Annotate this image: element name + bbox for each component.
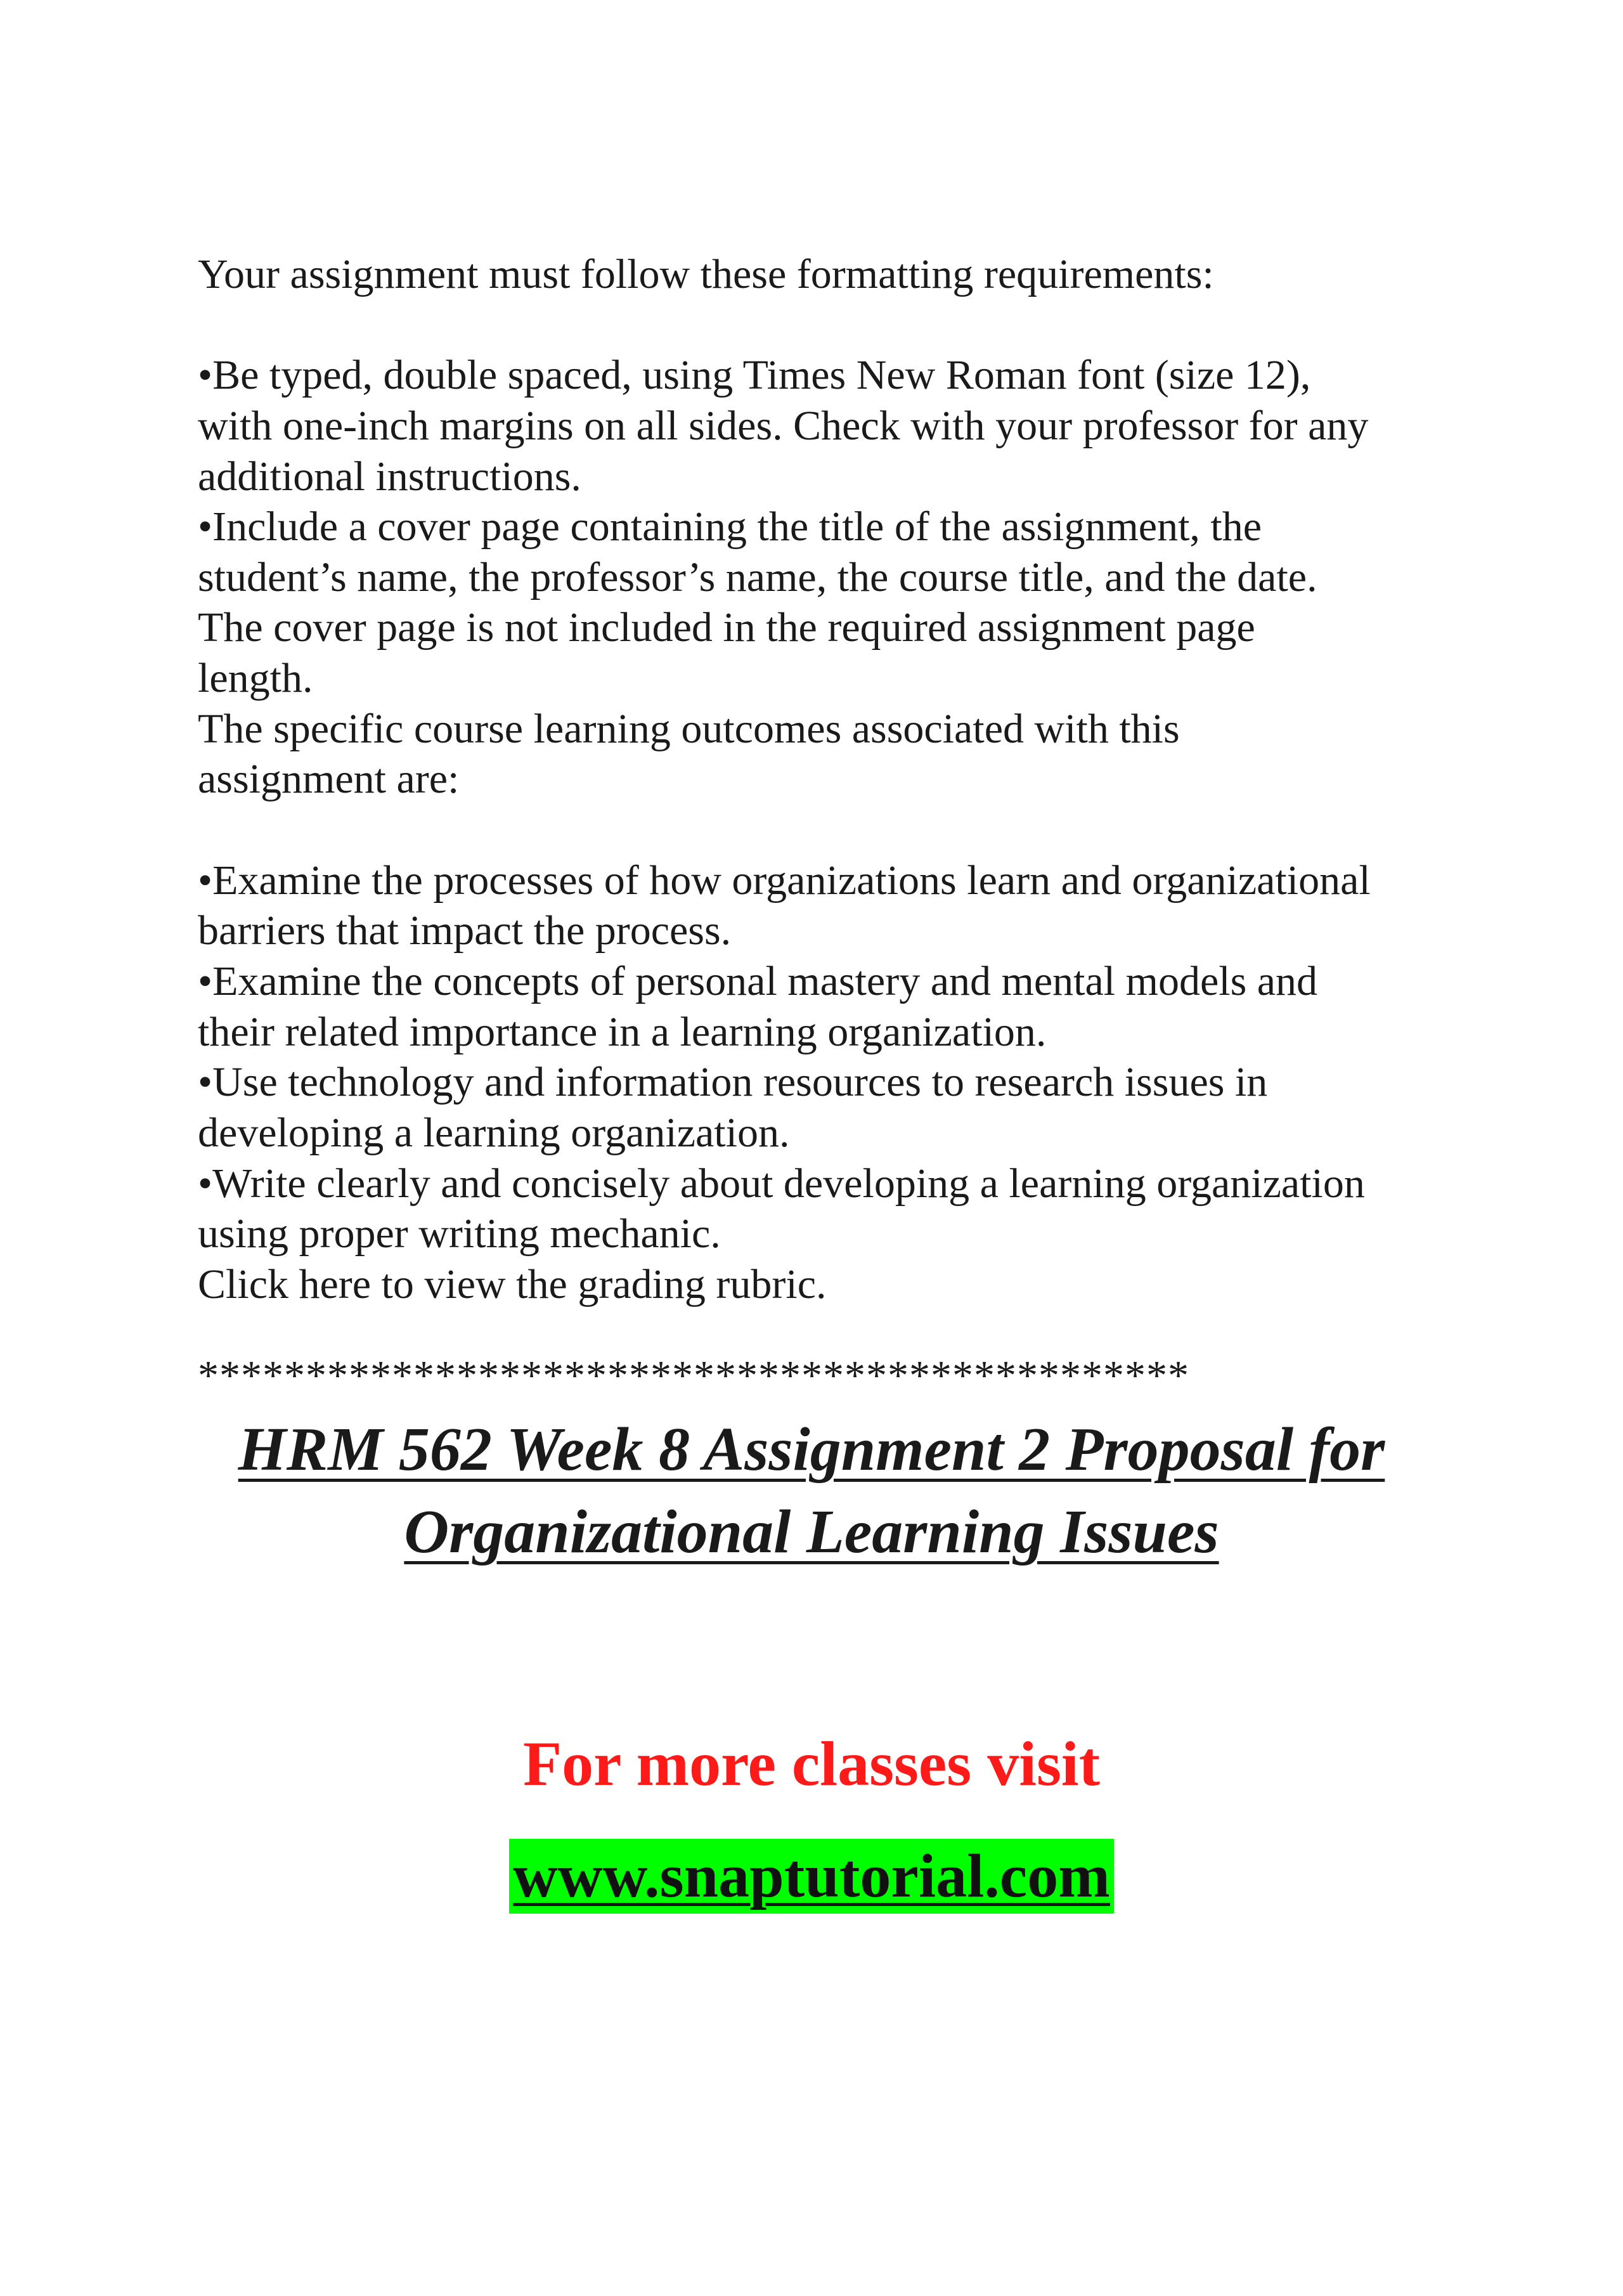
promo-text: For more classes visit: [522, 1728, 1100, 1799]
body-line: assignment are:: [198, 756, 460, 802]
body-line: •Write clearly and concisely about developing a learning organization: [198, 1160, 1365, 1207]
body-line: barriers that impact the process.: [198, 907, 732, 954]
body-line: additional instructions.: [198, 453, 581, 500]
body-line: developing a learning organization.: [198, 1110, 790, 1156]
body-line: •Include a cover page containing the title of the assignment, the: [198, 503, 1262, 550]
body-line: •Be typed, double spaced, using Times New Roman font (size 12),: [198, 352, 1311, 398]
body-line: •Use technology and information resources to research issues in: [198, 1059, 1268, 1105]
body-line: •Examine the concepts of personal mastery and mental models and: [198, 958, 1318, 1004]
separator-asterisks: **********************************************: [198, 1352, 1189, 1399]
body-line: The cover page is not included in the required assignment page: [198, 604, 1255, 651]
body-line: using proper writing mechanic.: [198, 1210, 721, 1257]
assignment-title-line-1: HRM 562 Week 8 Assignment 2 Proposal for: [238, 1415, 1385, 1484]
rubric-link-text: Click here to view the grading rubric.: [198, 1261, 827, 1307]
assignment-title-line-2: Organizational Learning Issues: [404, 1498, 1219, 1566]
body-line: The specific course learning outcomes associated with this: [198, 706, 1180, 752]
body-line: student’s name, the professor’s name, the course title, and the date.: [198, 554, 1317, 600]
body-line: their related importance in a learning organization.: [198, 1009, 1047, 1055]
body-line: with one-inch margins on all sides. Check with your professor for any: [198, 403, 1369, 449]
body-line: •Examine the processes of how organizations learn and organizational: [198, 857, 1371, 904]
promo-website-link[interactable]: www.snaptutorial.com: [509, 1839, 1114, 1914]
promo-link-container: [0, 1839, 1623, 1914]
body-line: Your assignment must follow these formatting requirements:: [198, 251, 1214, 297]
body-line: length.: [198, 655, 313, 701]
